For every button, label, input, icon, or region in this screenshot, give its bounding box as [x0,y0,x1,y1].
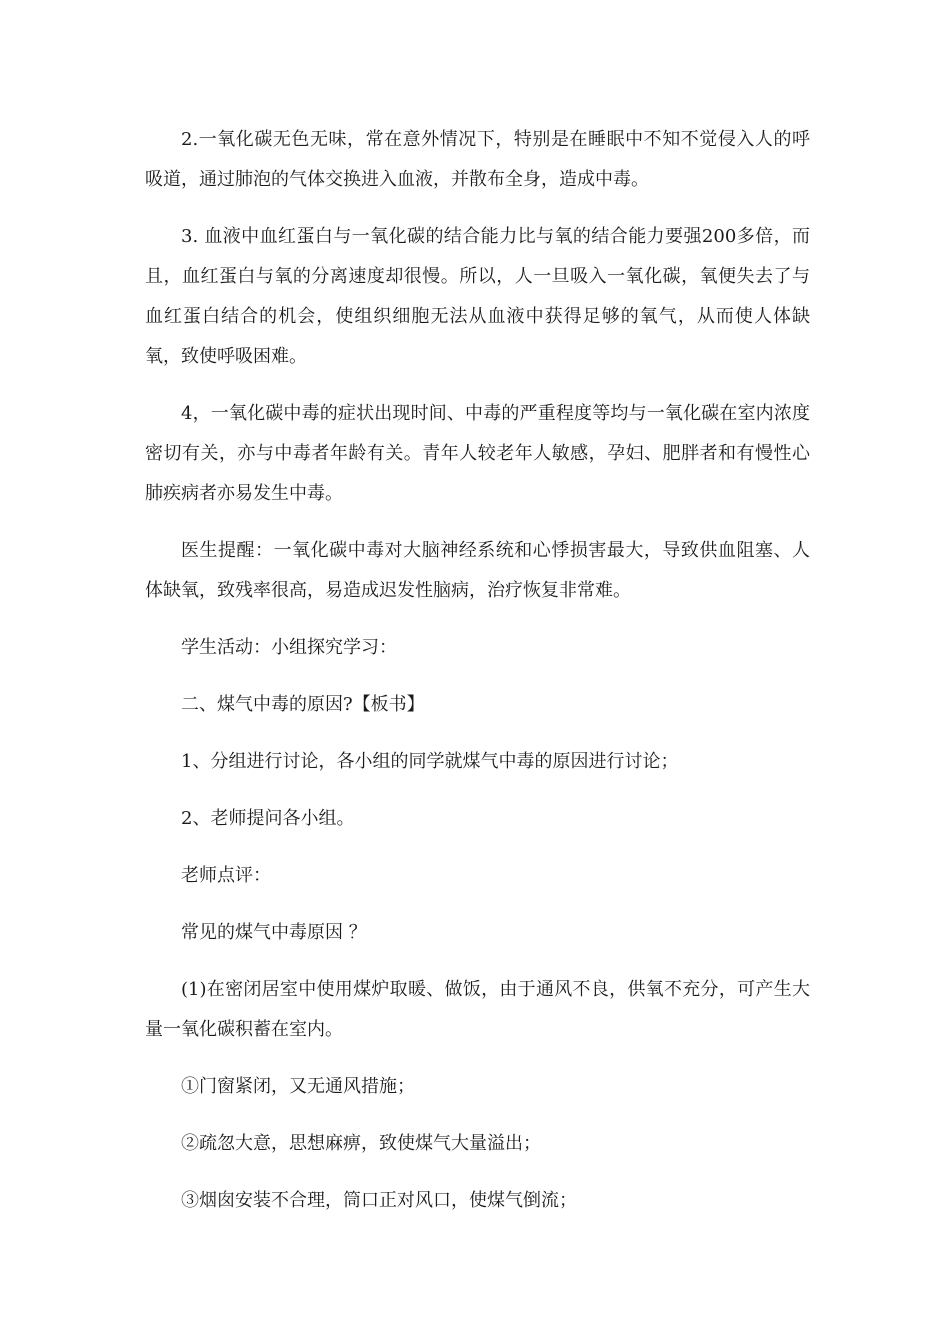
document-page [145,120,810,1238]
list-item-group-discussion: 1、分组进行讨论，各小组的同学就煤气中毒的原因进行讨论； [181,751,679,772]
list-item-windows-closed: ①门窗紧闭，又无通风措施； [181,1076,415,1097]
list-item-carelessness: ②疏忽大意，思想麻痹，致使煤气大量溢出； [181,1133,541,1154]
paragraph-student-activity: 学生活动：小组探究学习： [181,637,397,658]
paragraph-symptoms: 4，一氧化碳中毒的症状出现时间、中毒的严重程度等均与一氧化碳在室内浓度密切有关，亦与中毒者年龄有关。青年人较老年人敏感，孕妇、肥胖者和有慢性心肺疾病者亦易发生中毒。 [145,403,810,504]
paragraph-co-colorless: 2.一氧化碳无色无味，常在意外情况下，特别是在睡眠中不知不觉侵入人的呼吸道，通过肺泡的气体交换进入血液，并散布全身，造成中毒。 [145,129,810,190]
paragraph-closed-room: (1)在密闭居室中使用煤炉取暖、做饭，由于通风不良，供氧不充分，可产生大量一氧化碳积蓄在室内。 [145,979,810,1040]
list-item-chimney: ③烟囱安装不合理，筒口正对风口，使煤气倒流； [181,1190,577,1211]
list-item-teacher-question: 2、老师提问各小组。 [181,808,355,829]
paragraph-hemoglobin-binding: 3. 血液中血红蛋白与一氧化碳的结合能力比与氧的结合能力要强200多倍，而且，血红蛋白与氧的分离速度却很慢。所以，人一旦吸入一氧化碳，氧便失去了与血红蛋白结合的机会，使组织细胞无法从血液中获得足够的氧气，从而使人体缺氧，致使呼吸困难。 [145,226,810,367]
section-heading-causes: 二、煤气中毒的原因?【板书】 [181,694,425,715]
paragraph-teacher-comment: 老师点评： [181,865,271,886]
paragraph-doctor-reminder: 医生提醒：一氧化碳中毒对大脑神经系统和心悸损害最大，导致供血阻塞、人体缺氧，致残率很高，易造成迟发性脑病，治疗恢复非常难。 [145,540,810,601]
paragraph-common-causes: 常见的煤气中毒原因 ？ [181,922,367,943]
